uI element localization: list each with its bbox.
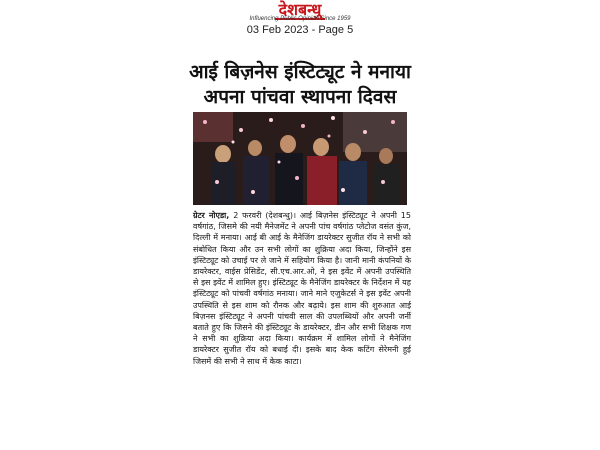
masthead-tagline: Influencing Public Opinion Since 1959 — [249, 16, 351, 22]
edition-dateline: 03 Feb 2023 - Page 5 — [246, 24, 354, 36]
article-body — [193, 210, 411, 367]
event-photo-illustration — [193, 112, 407, 205]
event-photo — [193, 112, 407, 205]
article-text: 2 फरवरी (देशबन्धु)। आई बिज़नेस इंस्टिट्यूट ने अपनी 15 वर्षगांठ, जिसमे की नयी मैनेजमेंट ने अपनी पांच वर्षगांठ प्लेटोज वसंत कुंज, दिल्ली में मनाया। आई बी आई के मैनेजिंग डायरेक्टर सुजीत रॉय ने सभी को संबोधित किया और उन सभी लोगों का शुक्रिया अदा किया, जिन्होंने इस इंस्टिट्यूट को उचाई पर ले जाने में सहियोग किया है। जानी मानी कंपनियों के डायरेक्टर, वाईस प्रेसिडेंट, सी.एच.आर.ओ, ने इस इवेंट में अपनी उपस्थिति से इस इवेंट में शामिल हुए। इंस्टिट्यूट के मैनेजिंग डायरेक्टर के निर्देशन में यह इंस्टिट्यूट को पांचवी वर्षगांठ मनाया। जाने माने एजुकेटर्स ने इस इवेंट अपनी उपस्थिति से इस शाम को रौनक और बढ़ाये। इस शाम की शुरुआत आई बिज़नस इंस्टिट्यूट ने अपनी पांचवी साल की उपलब्धियों और अपनी जर्नी बताते हुए कि जिसने की इंस्टिट्यूट के डायरेक्टर, डीन और सभी शिक्षक गण ने सभी का शुक्रिया अदा किया। कार्यक्रम में शामिल लोगों ने मैनेजिंग डायरेक्टर सुजीत रॉय को बधाई दी। इसके बाद केक कटिंग सेरेमनी हुई जिसमें की सभी ने साथ में केक काटा। — [193, 211, 411, 366]
newspaper-logo: देशबन्धु — [275, 2, 326, 20]
article-dateline-lead: ग्रेटर नोएडा, — [193, 211, 230, 220]
headline-line-2: अपना पांचवा स्थापना दिवस — [203, 86, 397, 108]
headline-line-1: आई बिज़नेस इंस्टिट्यूट ने मनाया — [189, 61, 411, 83]
article-headline — [150, 60, 450, 110]
